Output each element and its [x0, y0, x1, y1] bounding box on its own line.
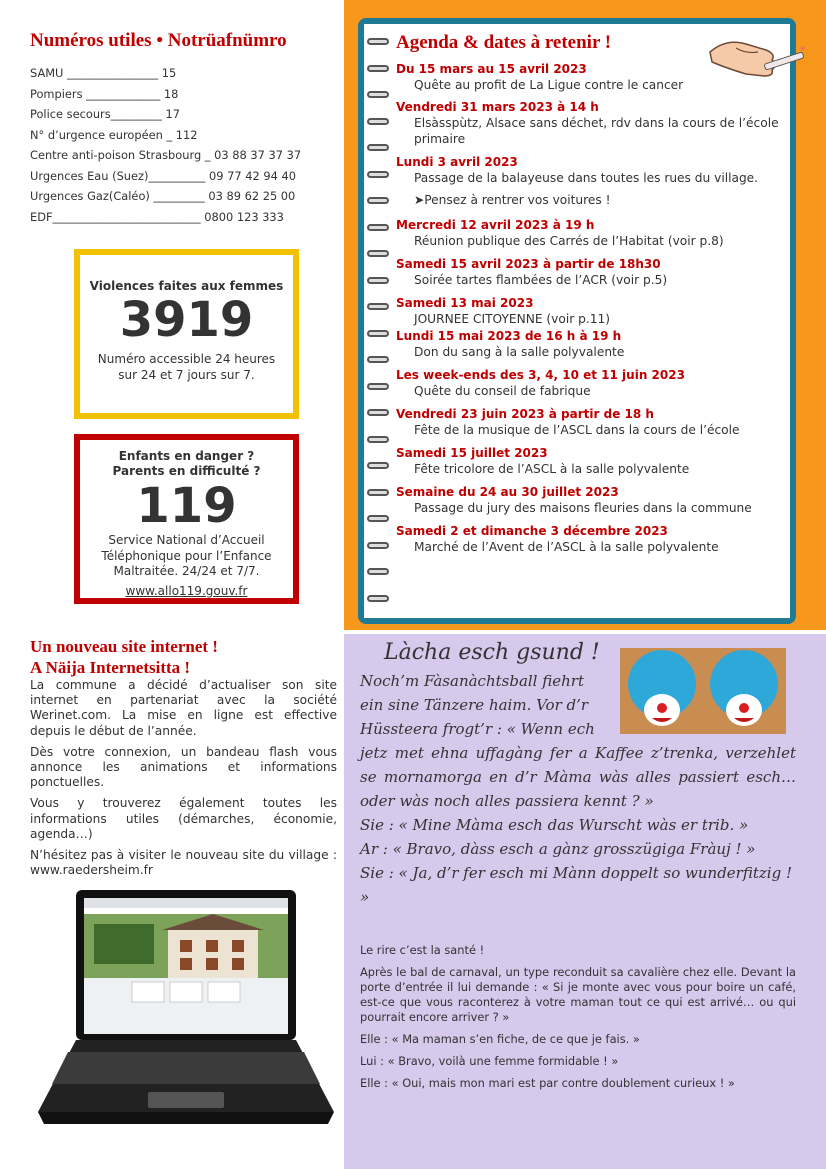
joke-paragraph: Le rire c’est la santé !	[360, 943, 485, 957]
agenda-event	[396, 100, 786, 147]
spiral-ring	[367, 65, 389, 72]
number-row: Centre anti-poison Strasbourg _ 03 88 37 37 37	[30, 148, 302, 162]
children-title-2: Parents en difficulté ?	[112, 464, 261, 478]
number-row: Urgences Gaz(Caléo) _________ 03 89 62 25 00	[30, 189, 296, 203]
poem-line: Ar : « Bravo, dàss esch a gànz grosszügiga Fràuj ! »	[360, 840, 756, 858]
poem-title: Làcha esch gsund !	[384, 640, 600, 665]
violence-desc: Numéro accessible 24 heures sur 24 et 7 jours sur 7.	[97, 352, 276, 382]
event-desc: Fête de la musique de l’ASCL dans la cours de l’école	[414, 423, 740, 437]
useful-numbers	[30, 30, 330, 227]
laptop-website-image	[28, 884, 340, 1134]
children-title-1: Enfants en danger ?	[118, 449, 255, 463]
event-date: Samedi 15 avril 2023 à partir de 18h30	[396, 257, 661, 271]
agenda-event	[396, 524, 786, 555]
event-desc: Elsàsspùtz, Alsace sans déchet, rdv dans la cours de l’école primaire	[414, 116, 779, 146]
spiral-ring	[367, 118, 389, 125]
number-row: N° d’urgence européen _ 112	[30, 127, 198, 142]
event-desc: Réunion publique des Carrés de l’Habitat (voir p.8)	[414, 234, 724, 248]
spiral-ring	[367, 462, 389, 469]
number-row: Police secours_________ 17	[30, 107, 181, 121]
poem-line: Noch’m Fàsanàchtsball fiehrt	[360, 672, 584, 690]
spiral-ring	[367, 515, 389, 522]
poem-line: jetz met ehna uffagàng fer a Kaffee z’trenka, verzehlet se mornamorga en d’r Màma wàs alles passiert esch… oder wàs noch alles passiera kennt ? »	[360, 744, 796, 810]
event-desc: Marché de l’Avent de l’ASCL à la salle polyvalente	[414, 540, 719, 554]
spiral-ring	[367, 356, 389, 363]
event-date: Lundi 15 mai 2023 de 16 h à 19 h	[396, 329, 622, 343]
children-number: 119	[136, 478, 237, 534]
spiral-ring	[367, 224, 389, 231]
spiral-ring	[367, 568, 389, 575]
agenda-event	[396, 485, 786, 516]
spiral-ring	[367, 250, 389, 257]
event-date: Samedi 15 juillet 2023	[396, 446, 548, 460]
spiral-ring	[367, 542, 389, 549]
agenda-event	[396, 329, 786, 360]
event-desc: Soirée tartes flambées de l’ACR (voir p.5)	[414, 273, 668, 287]
violence-number: 3919	[119, 292, 254, 348]
hand-writing-icon	[706, 28, 806, 88]
new-website-article	[30, 636, 337, 884]
event-date: Du 15 mars au 15 avril 2023	[396, 62, 587, 76]
event-date: Vendredi 31 mars 2023 à 14 h	[396, 100, 599, 114]
event-desc: Quête au profit de La Ligue contre le cancer	[414, 78, 684, 92]
event-date: Samedi 13 mai 2023	[396, 296, 534, 310]
number-row: SAMU ________________ 15	[30, 66, 177, 80]
event-desc: Passage du jury des maisons fleuries dans la commune	[414, 501, 752, 515]
site-paragraph: N’hésitez pas à visiter le nouveau site du village : www.raedersheim.fr	[30, 848, 337, 878]
agenda-event	[396, 446, 786, 477]
joke-paragraph: Après le bal de carnaval, un type reconduit sa cavalière chez elle. Devant la porte d’entrée il lui demande : « Si je monte avec vous pour boire un café, est-ce que vous raconterez à votre maman tout ce qui est arrivé… ou qui pourrait encore arriver ? »	[360, 965, 796, 1024]
number-row: Urgences Eau (Suez)__________ 09 77 42 94 40	[30, 168, 296, 183]
event-date: Vendredi 23 juin 2023 à partir de 18 h	[396, 407, 654, 421]
agenda-event	[396, 296, 786, 327]
spiral-ring	[367, 91, 389, 98]
site-paragraph: Vous y trouverez également toutes les informations utiles (démarches, économie, agenda…)	[30, 796, 337, 841]
joke-paragraph: Elle : « Ma maman s’en fiche, de ce que je fais. »	[360, 1032, 640, 1046]
agenda-event	[396, 407, 786, 438]
event-date: Mercredi 12 avril 2023 à 19 h	[396, 218, 595, 232]
poem-line: Hüssteera frogt’r : « Wenn ech	[360, 720, 595, 738]
spiral-ring	[367, 383, 389, 390]
numbers-title: Numéros utiles • Notrüafnümro	[30, 30, 287, 51]
spiral-ring	[367, 197, 389, 204]
spiral-ring	[367, 489, 389, 496]
agenda-event	[396, 218, 786, 249]
event-desc: Quête du conseil de fabrique	[414, 384, 591, 398]
event-desc: Fête tricolore de l’ASCL à la salle polyvalente	[414, 462, 690, 476]
spiral-ring	[367, 38, 389, 45]
alsatian-joke	[360, 640, 796, 909]
agenda-event	[396, 368, 786, 399]
event-desc: Passage de la balayeuse dans toutes les rues du village.	[414, 171, 759, 185]
site-title-1: Un nouveau site internet !	[30, 637, 218, 656]
event-desc: Don du sang à la salle polyvalente	[414, 345, 625, 359]
spiral-ring	[367, 171, 389, 178]
spiral-ring	[367, 595, 389, 602]
children-desc: Service National d’Accueil Téléphonique pour l’Enfance Maltraitée. 24/24 et 7/7.	[101, 533, 272, 578]
agenda	[396, 32, 786, 555]
spiral-ring	[367, 303, 389, 310]
agenda-title: Agenda & dates à retenir !	[396, 32, 612, 53]
spiral-ring	[367, 277, 389, 284]
event-desc: JOURNEE CITOYENNE (voir p.11)	[414, 312, 610, 326]
spiral-ring	[367, 330, 389, 337]
agenda-event	[396, 257, 786, 288]
poem-line: Sie : « Mine Màma esch das Wurscht wàs er trib. »	[360, 816, 749, 834]
event-date: Samedi 2 et dimanche 3 décembre 2023	[396, 524, 668, 538]
joke-paragraph: Elle : « Oui, mais mon mari est par contre doublement curieux ! »	[360, 1076, 735, 1090]
agenda-event	[396, 155, 786, 208]
event-date: Semaine du 24 au 30 juillet 2023	[396, 485, 619, 499]
event-note: ➤Pensez à rentrer vos voitures !	[414, 193, 611, 207]
spiral-ring	[367, 144, 389, 151]
french-joke	[360, 943, 796, 1098]
site-paragraph: La commune a décidé d’actualiser son site internet en partenariat avec la société Werinet.com. La mise en ligne est effective depuis le début de l’année.	[30, 678, 337, 738]
violence-hotline-box	[74, 249, 299, 419]
spiral-ring	[367, 409, 389, 416]
site-title-2: A Näija Internetsitta !	[30, 658, 191, 677]
event-date: Lundi 3 avril 2023	[396, 155, 518, 169]
violence-title: Violences faites aux femmes	[89, 279, 284, 293]
number-row: Pompiers _____________ 18	[30, 86, 179, 101]
poem-line: ein sine Tänzere haim. Vor d’r	[360, 696, 589, 714]
children-link[interactable]: www.allo119.gouv.fr	[125, 583, 248, 598]
joke-paragraph: Lui : « Bravo, voilà une femme formidable ! »	[360, 1054, 619, 1068]
event-date: Les week-ends des 3, 4, 10 et 11 juin 2023	[396, 368, 685, 382]
poem-line: Sie : « Ja, d’r fer esch mi Mànn doppelt so wunderfitzig ! »	[360, 864, 792, 906]
site-paragraph: Dès votre connexion, un bandeau flash vous annonce les animations et informations ponctuelles.	[30, 744, 337, 790]
child-hotline-box	[74, 434, 299, 604]
number-row: EDF__________________________ 0800 123 333	[30, 209, 284, 224]
spiral-ring	[367, 436, 389, 443]
